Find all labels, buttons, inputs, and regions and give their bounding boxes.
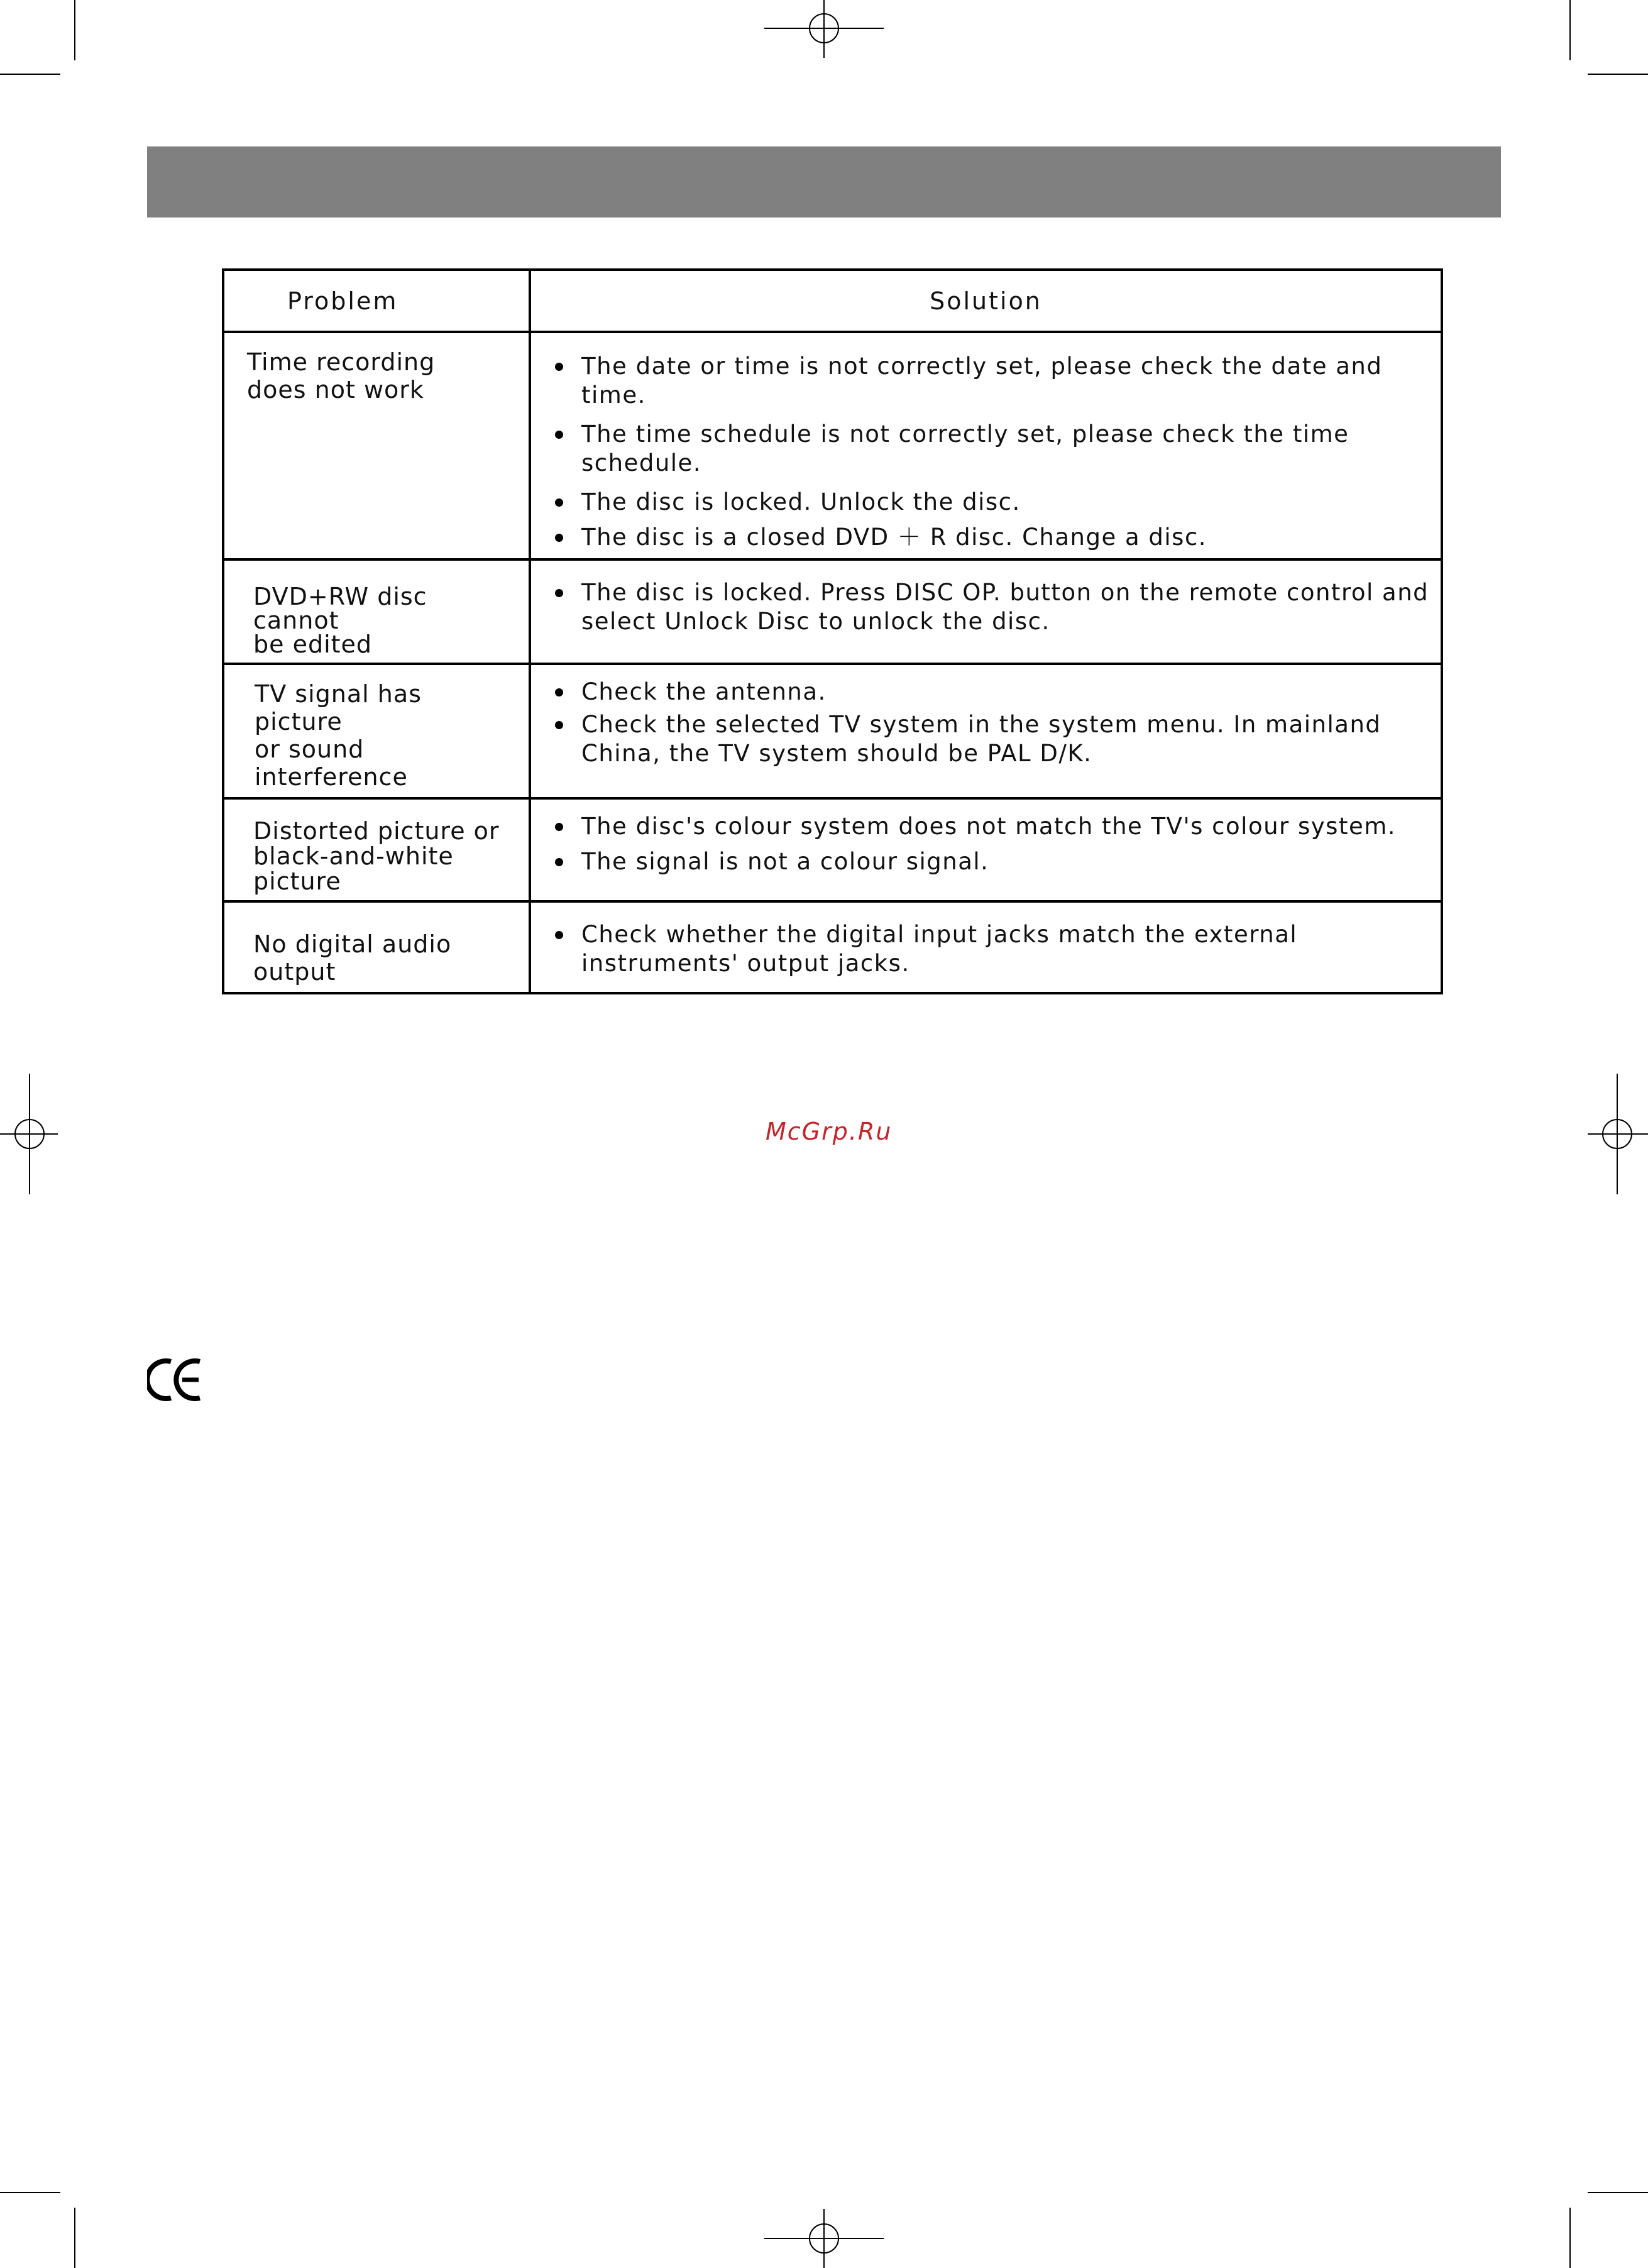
problem-text: does not work	[247, 376, 424, 404]
header-bar	[147, 146, 1501, 217]
crop-mark-bottom-left-v	[74, 2208, 75, 2268]
problem-cell	[223, 664, 530, 798]
solution-item: The disc is locked. Unlock the disc.	[546, 488, 1434, 517]
solution-cell	[530, 664, 1442, 798]
table-row	[223, 664, 1442, 798]
crop-mark-top-left-v	[74, 0, 75, 60]
solution-cell	[530, 901, 1442, 993]
solution-column-header: Solution	[530, 270, 1442, 332]
solution-item: Check whether the digital input jacks match the external instruments' output jacks.	[546, 920, 1434, 978]
solution-item: The disc is a closed DVD ＋ R disc. Change a disc.	[546, 523, 1434, 552]
crop-mark-top-right-v	[1569, 0, 1571, 60]
solution-cell	[530, 798, 1442, 901]
problem-column-header: Problem	[223, 270, 530, 332]
table-row	[223, 798, 1442, 901]
problem-text: Distorted picture or	[253, 817, 500, 845]
problem-text: be edited	[253, 630, 373, 658]
problem-cell	[223, 798, 530, 901]
table-row	[223, 332, 1442, 559]
solution-item: Check the selected TV system in the system menu. In mainland China, the TV system should be PAL D/K.	[546, 710, 1434, 768]
problem-text: No digital audio output	[253, 930, 452, 986]
problem-text: DVD+RW disc cannot	[253, 583, 427, 634]
watermark-text: McGrp.Ru	[766, 1118, 893, 1145]
table-header-row	[223, 270, 1442, 332]
solution-item: Check the antenna.	[546, 678, 1434, 707]
ce-mark-logo	[147, 1358, 204, 1404]
problem-text: black-and-white picture	[253, 842, 454, 895]
problem-cell	[223, 901, 530, 993]
solution-cell	[530, 559, 1442, 664]
crop-mark-bottom-right-v	[1569, 2208, 1571, 2268]
troubleshooting-table	[222, 268, 1443, 994]
crop-mark-bottom-right-h	[1588, 2192, 1648, 2193]
problem-text: Time recording	[247, 348, 436, 376]
crop-mark-top-right-h	[1588, 74, 1648, 75]
crop-mark-bottom-left-h	[0, 2192, 60, 2193]
problem-text: or sound interference	[255, 735, 408, 791]
solution-cell	[530, 332, 1442, 559]
solution-item: The time schedule is not correctly set, please check the time schedule.	[546, 420, 1434, 478]
solution-item: The date or time is not correctly set, please check the date and time.	[546, 352, 1434, 410]
solution-item: The disc's colour system does not match the TV's colour system.	[546, 812, 1434, 841]
problem-cell	[223, 332, 530, 559]
solution-item: The disc is locked. Press DISC OP. button on the remote control and select Unlock Disc to unlock the disc.	[546, 578, 1434, 636]
table-row	[223, 559, 1442, 664]
problem-text: TV signal has picture	[255, 680, 422, 735]
table-row	[223, 901, 1442, 993]
solution-item: The signal is not a colour signal.	[546, 847, 1434, 876]
crop-mark-top-left-h	[0, 74, 60, 75]
problem-cell	[223, 559, 530, 664]
